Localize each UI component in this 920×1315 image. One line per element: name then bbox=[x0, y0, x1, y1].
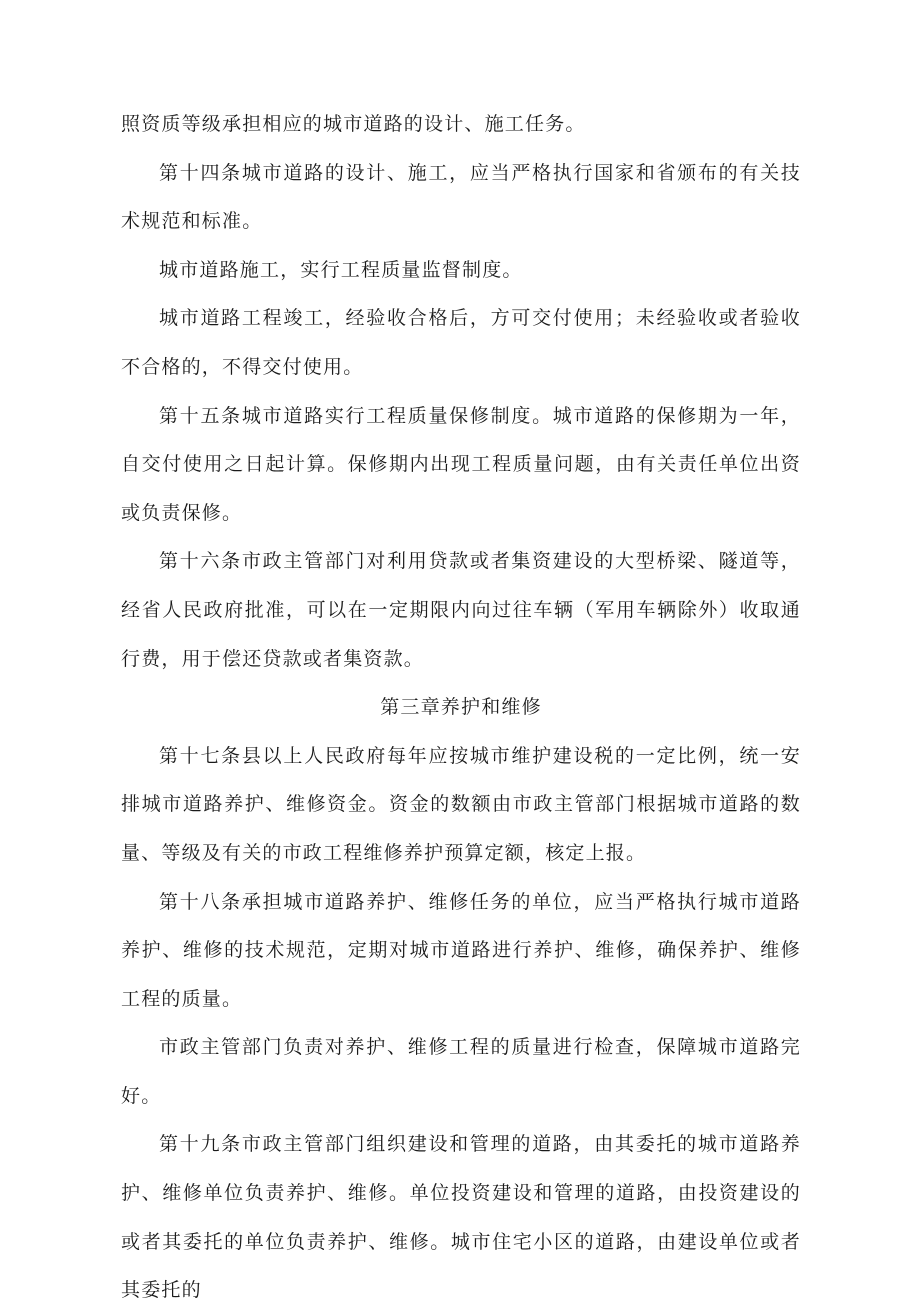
paragraph-article-14: 第十四条城市道路的设计、施工，应当严格执行国家和省颁布的有关技术规范和标准。 bbox=[121, 161, 801, 233]
paragraph-acceptance: 城市道路工程竣工，经验收合格后，方可交付使用；未经验收或者验收不合格的，不得交付使用。 bbox=[121, 307, 801, 378]
chapter-heading: 第三章养护和维修 bbox=[380, 696, 542, 719]
document-body bbox=[121, 100, 801, 1315]
paragraph-article-15: 第十五条城市道路实行工程质量保修制度。城市道路的保修期为一年，自交付使用之日起计算。保修期内出现工程质量问题，由有关责任单位出资或负责保修。 bbox=[121, 404, 801, 524]
paragraph-continuation: 照资质等级承担相应的城市道路的设计、施工任务。 bbox=[121, 113, 586, 135]
paragraph-article-18: 第十八条承担城市道路养护、维修任务的单位，应当严格执行城市道路养护、维修的技术规范，定期对城市道路进行养护、维修，确保养护、维修工程的质量。 bbox=[121, 890, 801, 1010]
paragraph-article-17: 第十七条县以上人民政府每年应按城市维护建设税的一定比例，统一安排城市道路养护、维修资金。资金的数额由市政主管部门根据城市道路的数量、等级及有关的市政工程维修养护预算定额，核定上报。 bbox=[121, 744, 801, 864]
paragraph-article-16: 第十六条市政主管部门对利用贷款或者集资建设的大型桥梁、隧道等，经省人民政府批准，可以在一定期限内向过往车辆（军用车辆除外）收取通行费，用于偿还贷款或者集资款。 bbox=[121, 550, 801, 670]
paragraph-article-19: 第十九条市政主管部门组织建设和管理的道路，由其委托的城市道路养护、维修单位负责养护、维修。单位投资建设和管理的道路，由投资建设的或者其委托的单位负责养护、维修。城市住宅小区的道路，由建设单位或者其委托的 bbox=[121, 1133, 801, 1302]
paragraph-quality-inspection: 市政主管部门负责对养护、维修工程的质量进行检查，保障城市道路完好。 bbox=[121, 1036, 801, 1107]
paragraph-construction-supervision: 城市道路施工，实行工程质量监督制度。 bbox=[159, 258, 523, 281]
